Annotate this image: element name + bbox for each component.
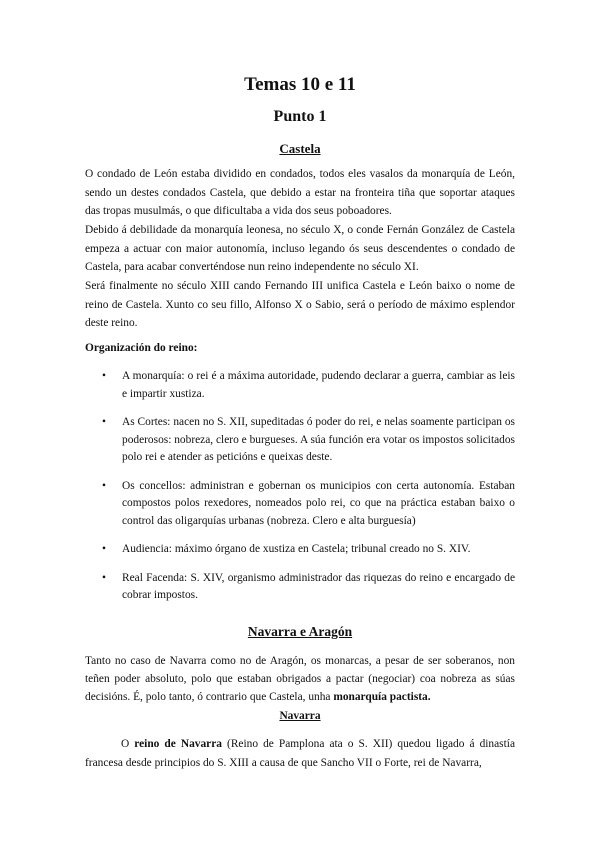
paragraph-castela-2: Debido á debilidade da monarquía leonesa, no século X, o conde Fernán González de Castela empeza a actuar con maior autonomía, incluso legando ós seus descendentes o condado de Castela, para acabar converténdose nun reino independente no século XI. [85, 224, 515, 273]
subsection-heading-navarra: Navarra [279, 710, 321, 722]
section-heading-castela: Castela [279, 141, 321, 156]
paragraph-bold-term: monarquía pactista. [333, 691, 431, 703]
list-item [85, 541, 515, 559]
paragraph-rest: (Reino de Pamplona ata o S. XII) quedou ligado á dinastía francesa desde principios do S. XIII a causa de que Sancho VII o Forte, rei de Navarra, [85, 738, 516, 769]
organization-label: Organización do reino: [85, 342, 198, 354]
list-item-text: Real Facenda: S. XIV, organismo administrador das riquezas do reino e encargado de cobrar impostos. [122, 571, 515, 601]
bullet-icon: • [102, 479, 106, 492]
paragraph-castela-1: O condado de León estaba dividido en condados, todos eles vasalos da monarquía de León, sendo un destes condados Castela, que debido a estar na fronteira tiña que soportar ataques das tropas musulmás, o que dificultaba a vida dos seus poboadores. [85, 168, 515, 217]
paragraph-navarra [85, 735, 515, 772]
paragraph-start: O [121, 738, 135, 750]
list-item [85, 368, 515, 403]
bullet-icon: • [102, 370, 106, 382]
paragraph-castela-3: Será finalmente no século XIII cando Fernando III unifica Castela e León baixo o nome de reino de Castela. Xunto co seu fillo, Alfonso X o Sabio, será o período de máximo esplendor deste reino. [85, 280, 515, 329]
page-subtitle: Punto 1 [273, 108, 327, 125]
list-item [85, 478, 515, 531]
list-item [85, 570, 515, 605]
paragraph-navarra-aragon [85, 652, 515, 706]
list-item-text: Os concellos: administran e gobernan os municipios con certa autonomía. Estaban compostos polos rexedores, nomeados polo rei, co que na práctica estaban baixo o control das oligarquías urbanas (nobreza. Clero e alta burguesía) [122, 479, 515, 527]
bullet-icon: • [102, 543, 106, 555]
list-item [85, 414, 515, 467]
list-item-text: A monarquía: o rei é a máxima autoridade, pudendo declarar a guerra, cambiar as leis e impartir xustiza. [122, 370, 515, 400]
list-item-text: As Cortes: nacen no S. XII, supeditadas ó poder do rei, e nelas soamente participan os poderosos: nobreza, clero e burgueses. A súa función era votar os impostos solicitados polo rei e atender as peticións e queixas deste. [122, 416, 515, 463]
section-heading-navarra-aragon: Navarra e Aragón [247, 624, 353, 639]
bullet-icon: • [102, 416, 106, 428]
paragraph-text: Tanto no caso de Navarra como no de Aragón, os monarcas, a pesar de ser soberanos, non teñen poder absoluto, polo que estaban obrigados a pactar (negociar) coa nobreza as súas decisións. É, polo tanto, ó contrario que Castela, unha [85, 655, 515, 703]
list-item-text: Audiencia: máximo órgano de xustiza en Castela; tribunal creado no S. XIV. [122, 543, 471, 555]
organization-list [85, 368, 515, 616]
page-title: Temas 10 e 11 [244, 74, 356, 95]
paragraph-bold-term: reino de Navarra [134, 738, 222, 750]
bullet-icon: • [102, 571, 106, 584]
